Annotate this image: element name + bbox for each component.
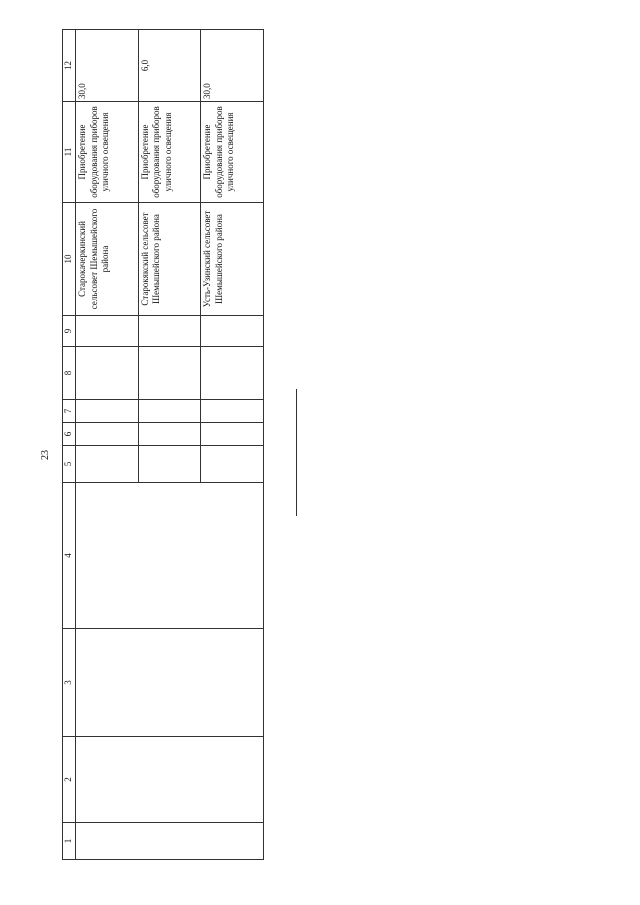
table-row: [76, 30, 139, 860]
purpose-cell: Приобретение оборудования приборов уличного освещения: [76, 102, 139, 203]
cell-col8: [76, 347, 139, 400]
amount-cell: 30,0: [76, 30, 139, 102]
cell-col7: [138, 400, 201, 423]
column-number: 8: [63, 347, 76, 400]
rotated-table-page: [62, 30, 264, 860]
cell-col1: [76, 823, 264, 860]
column-number: 3: [63, 629, 76, 737]
column-number-row: [63, 30, 76, 860]
cell-col7: [201, 400, 264, 423]
column-number: 2: [63, 737, 76, 823]
cell-col8: [138, 347, 201, 400]
cell-col9: [201, 316, 264, 347]
cell-col5: [138, 446, 201, 483]
cell-col9: [76, 316, 139, 347]
column-number: 12: [63, 30, 76, 102]
column-number: 6: [63, 423, 76, 446]
separator-line: [296, 389, 297, 516]
column-number: 11: [63, 102, 76, 203]
cell-col5: [201, 446, 264, 483]
cell-col9: [138, 316, 201, 347]
recipient-cell: Старокякский сельсовет Шемышейского района: [138, 203, 201, 316]
column-number: 4: [63, 483, 76, 629]
cell-col7: [76, 400, 139, 423]
amount-cell: 6,0: [138, 30, 201, 102]
cell-col3: [76, 629, 264, 737]
purpose-cell: Приобретение оборудования приборов уличного освещения: [201, 102, 264, 203]
cell-col2: [76, 737, 264, 823]
funding-table: [62, 29, 264, 860]
cell-col6: [201, 423, 264, 446]
cell-col8: [201, 347, 264, 400]
column-number: 10: [63, 203, 76, 316]
column-number: 7: [63, 400, 76, 423]
purpose-cell: Приобретение оборудования приборов уличного освещения: [138, 102, 201, 203]
column-number: 1: [63, 823, 76, 860]
recipient-cell: Усть-Узинский сельсовет Шемышейского района: [201, 203, 264, 316]
column-number: 5: [63, 446, 76, 483]
page-number: 23: [40, 450, 51, 460]
cell-col4: [76, 483, 264, 629]
column-number: 9: [63, 316, 76, 347]
cell-col5: [76, 446, 139, 483]
cell-col6: [76, 423, 139, 446]
amount-cell: 30,0: [201, 30, 264, 102]
cell-col6: [138, 423, 201, 446]
recipient-cell: Старокачеркинский сельсовет Шемышейского района: [76, 203, 139, 316]
